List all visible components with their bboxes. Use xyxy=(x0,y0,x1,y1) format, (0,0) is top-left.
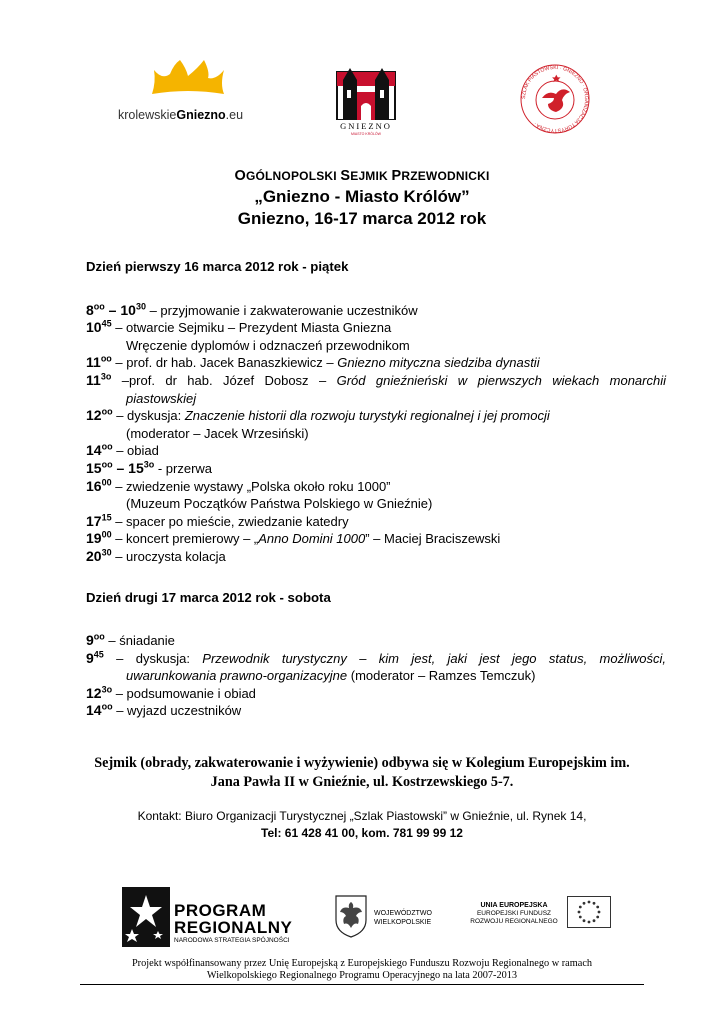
eu-flag-icon xyxy=(567,896,611,928)
contact-info xyxy=(60,808,664,842)
day1-heading: Dzień pierwszy 16 marca 2012 rok - piątek xyxy=(86,259,349,274)
schedule-item: $12^{3o}$ – podsumowanie i obiad xyxy=(86,684,256,701)
schedule-item-continued: (Muzeum Początków Państwa Polskiego w Gnieźnie) xyxy=(126,496,433,512)
gniezno-city-logo xyxy=(335,66,397,138)
schedule-item: $19^{00}$ – koncert premierowy – „Anno Domini 1000” – Maciej Braciszewski xyxy=(86,529,501,547)
unia-europejska-logo xyxy=(464,890,624,942)
sponsor-logos xyxy=(0,884,724,950)
szlak-ring-text: SZLAK PIASTOWSKI · GNIEZNO · ORGANIZACJA TURYSTYCZNA · xyxy=(520,64,590,134)
schedule-item-continued: (moderator – Jacek Wrzesiński) xyxy=(126,425,309,441)
footer-divider xyxy=(80,984,644,985)
crown-icon xyxy=(148,58,228,104)
gniezno-gate-icon xyxy=(335,66,397,120)
funding-footnote xyxy=(80,958,644,982)
ue-label: UNIA EUROPEJSKA EUROPEJSKI FUNDUSZ ROZWOJU REGIONALNEGO xyxy=(470,902,558,925)
schedule-item: $11^{oo}$ – prof. dr hab. Jacek Banaszkiewicz – Gniezno mityczna siedziba dynastii xyxy=(86,353,540,371)
nss-label: NARODOWA STRATEGIA SPÓJNOŚCI xyxy=(174,937,290,944)
eagle-crest-icon xyxy=(334,894,368,938)
document-title xyxy=(0,168,724,229)
schedule-item-continued: Wręczenie dyplomów i odznaczeń przewodnikom xyxy=(126,337,410,353)
contact-phone: Tel: 61 428 41 00, kom. 781 99 99 12 xyxy=(261,826,463,840)
schedule-item: $8^{oo} - 10^{30}$ – przyjmowanie i zakwaterowanie uczestników xyxy=(86,300,418,318)
contact-address: Kontakt: Biuro Organizacji Turystycznej „Szlak Piastowski” w Gnieźnie, ul. Rynek 14, xyxy=(137,809,587,823)
szlak-piastowski-seal-icon xyxy=(518,62,592,136)
schedule-item: $15^{oo} - 15^{3o}$ - przerwa xyxy=(86,459,213,476)
krolewskie-gniezno-logo xyxy=(118,58,258,130)
footnote-line-1: Projekt współfinansowany przez Unię Europejską z Europejskiego Funduszu Rozwoju Regionalnego w ramach xyxy=(131,958,593,969)
gniezno-logo-label: GNIEZNO xyxy=(340,121,392,131)
schedule-item: $14^{oo}$ – obiad xyxy=(86,441,159,459)
wojewodztwo-label: WOJEWÓDZTWO WIELKOPOLSKIE xyxy=(374,910,432,926)
title-line-2: „Gniezno - Miasto Królów” xyxy=(254,187,470,206)
schedule-item: $11^{3o}$ –prof. dr hab. Józef Dobosz – Gród gnieźnieński w pierwszych wiekach monarchii xyxy=(86,371,666,388)
title-line-3: Gniezno, 16-17 marca 2012 rok xyxy=(237,209,487,228)
venue-info xyxy=(60,754,664,792)
schedule-item: $12^{oo}$ – dyskusja: Znaczenie historii dla rozwoju turystyki regionalnej i jej promocji xyxy=(86,406,550,424)
gniezno-logo-sublabel: MIASTO KRÓLÓW xyxy=(351,132,381,136)
day2-heading: Dzień drugi 17 marca 2012 rok - sobota xyxy=(86,589,331,605)
title-line-1: OGÓLNOPOLSKI SEJMIK PRZEWODNICKI xyxy=(234,168,490,184)
schedule-item: $14^{oo}$ – wyjazd uczestników xyxy=(86,701,242,719)
footnote-line-2: Wielkopolskiego Regionalnego Programu Operacyjnego na lata 2007-2013 xyxy=(206,970,518,981)
program-label: PROGRAM xyxy=(174,901,267,920)
schedule-item-continued: piastowskiej xyxy=(126,390,197,406)
program-regionalny-star-icon xyxy=(122,887,170,947)
schedule-item: $17^{15}$ – spacer po mieście, zwiedzanie katedry xyxy=(86,512,349,529)
schedule-item: $9^{45}$ – dyskusja: Przewodnik turystyczny – kim jest, jaki jest jego status, możliwości, xyxy=(86,649,666,666)
wojewodztwo-wielkopolskie-logo xyxy=(334,892,444,942)
schedule-item-continued: uwarunkowania prawno-organizacyjne (moderator – Ramzes Temczuk) xyxy=(126,668,536,684)
schedule-item: $9^{oo}$ – śniadanie xyxy=(86,631,175,649)
program-schedule xyxy=(86,258,666,720)
venue-line-2: Jana Pawła II w Gnieźnie, ul. Kostrzewskiego 5-7. xyxy=(210,774,514,790)
program-regionalny-logo xyxy=(122,887,312,947)
schedule-item: $20^{30}$ – uroczysta kolacja xyxy=(86,547,226,564)
krolewskie-gniezno-wordmark: krolewskieGniezno.eu xyxy=(118,108,244,122)
schedule-item: $10^{45}$ – otwarcie Sejmiku – Prezydent Miasta Gniezna xyxy=(86,318,392,336)
schedule-item: $16^{00}$ – zwiedzenie wystawy „Polska około roku 1000” xyxy=(86,476,391,494)
regionalny-label: REGIONALNY xyxy=(174,918,293,937)
szlak-piastowski-logo xyxy=(518,62,592,136)
header-logos xyxy=(0,58,724,138)
venue-line-1: Sejmik (obrady, zakwaterowanie i wyżywienie) odbywa się w Kolegium Europejskim im. xyxy=(94,755,630,771)
